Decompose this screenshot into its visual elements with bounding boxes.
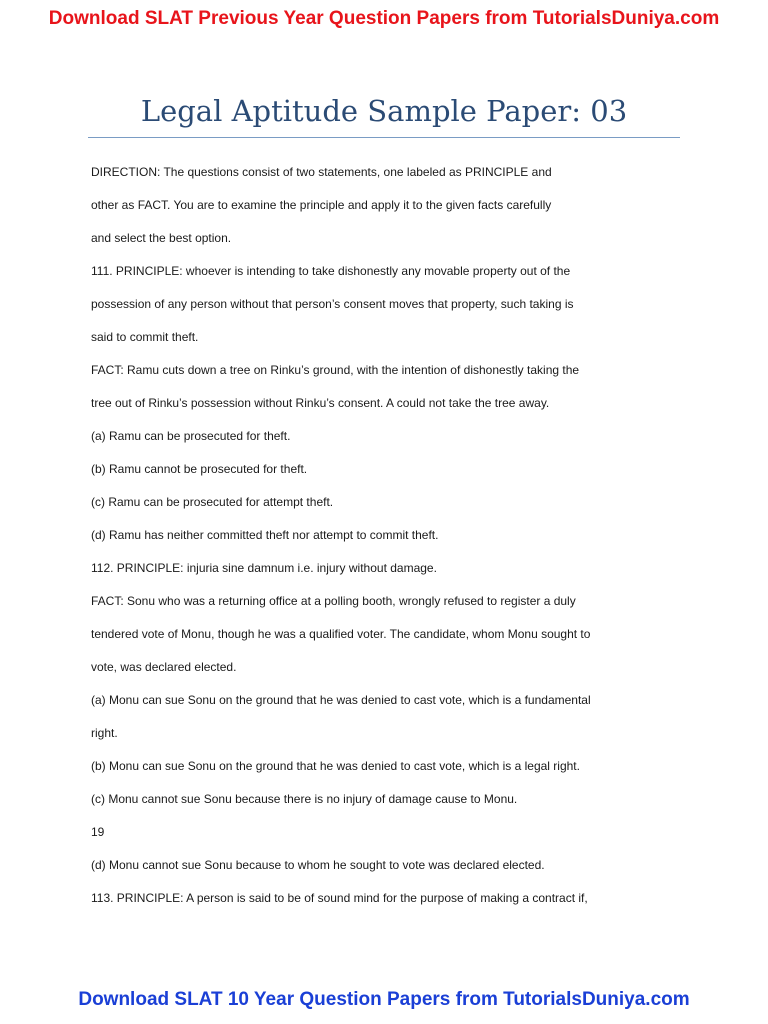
- header-banner-link[interactable]: Download SLAT Previous Year Question Papers from TutorialsDuniya.com: [48, 8, 720, 29]
- option-a: (a) Ramu can be prosecuted for theft.: [91, 429, 291, 443]
- text-line: said to commit theft.: [91, 330, 199, 344]
- option-c: (c) Ramu can be prosecuted for attempt theft.: [91, 495, 334, 509]
- text-line: DIRECTION: The questions consist of two statements, one labeled as PRINCIPLE and: [91, 165, 552, 179]
- option-d: (d) Ramu has neither committed theft nor attempt to commit theft.: [91, 528, 439, 542]
- page-number: 19: [91, 825, 105, 839]
- option-b: (b) Ramu cannot be prosecuted for theft.: [91, 462, 308, 476]
- question-112-fact: FACT: Sonu who was a returning office at a polling booth, wrongly refused to register a duly: [91, 594, 576, 608]
- text-line: possession of any person without that person’s consent moves that property, such taking is: [91, 297, 574, 311]
- option-a: (a) Monu can sue Sonu on the ground that he was denied to cast vote, which is a fundamental: [91, 693, 591, 707]
- question-111-fact: FACT: Ramu cuts down a tree on Rinku’s ground, with the intention of dishonestly taking the: [91, 363, 580, 377]
- page-title: Legal Aptitude Sample Paper: 03: [140, 94, 628, 128]
- question-112-principle: 112. PRINCIPLE: injuria sine damnum i.e. injury without damage.: [91, 561, 437, 575]
- title-divider: [88, 137, 680, 138]
- text-line: tree out of Rinku’s possession without Rinku’s consent. A could not take the tree away.: [91, 396, 550, 410]
- document-body: [91, 156, 691, 915]
- question-111-principle: 111. PRINCIPLE: whoever is intending to take dishonestly any movable property out of the: [91, 264, 571, 278]
- footer-banner-link[interactable]: Download SLAT 10 Year Question Papers from TutorialsDuniya.com: [78, 989, 690, 1010]
- text-line: and select the best option.: [91, 231, 232, 245]
- option-b: (b) Monu can sue Sonu on the ground that he was denied to cast vote, which is a legal right.: [91, 759, 580, 773]
- text-line: right.: [91, 726, 118, 740]
- option-c: (c) Monu cannot sue Sonu because there is no injury of damage cause to Monu.: [91, 792, 518, 806]
- option-d: (d) Monu cannot sue Sonu because to whom he sought to vote was declared elected.: [91, 858, 545, 872]
- text-line: vote, was declared elected.: [91, 660, 237, 674]
- text-line: tendered vote of Monu, though he was a qualified voter. The candidate, whom Monu sought to: [91, 627, 591, 641]
- question-113-principle: 113. PRINCIPLE: A person is said to be of sound mind for the purpose of making a contract if,: [91, 891, 588, 905]
- text-line: other as FACT. You are to examine the principle and apply it to the given facts carefully: [91, 198, 552, 212]
